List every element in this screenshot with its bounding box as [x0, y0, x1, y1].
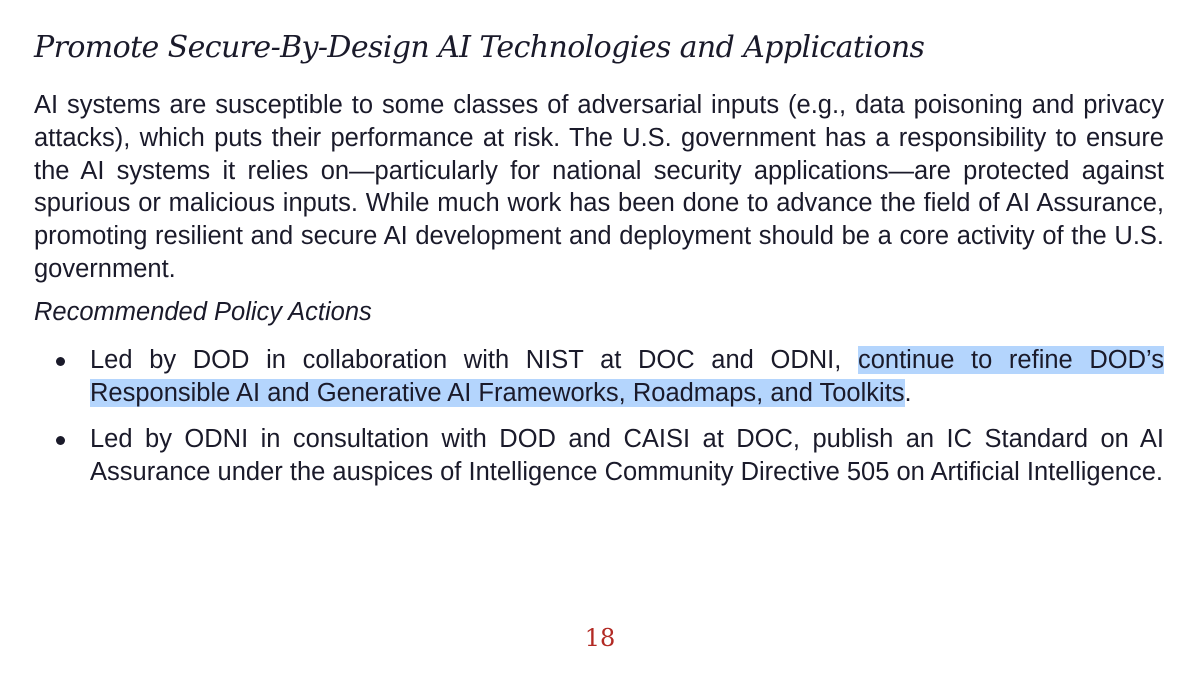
- highlighted-text-selection[interactable]: continue to refine DOD’s Responsible AI and Generative AI Frameworks, Roadmaps, and Toolkits: [90, 346, 1164, 407]
- bullet-tail-text: .: [904, 379, 912, 407]
- body-paragraph: AI systems are susceptible to some classes of adversarial inputs (e.g., data poisoning and privacy attacks), which puts their performance at risk. The U.S. government has a responsibility to ensure the AI systems it relies on—particularly for national security applications—are protected against spurious or malicious inputs. While much work has been done to advance the field of AI Assurance, promoting resilient and secure AI development and deployment should be a core activity of the U.S. government.: [34, 91, 1164, 283]
- list-item: [34, 423, 1164, 489]
- list-item: [34, 344, 1164, 410]
- page-number: 18: [584, 624, 616, 652]
- bullet-text: Led by ODNI in consultation with DOD and CAISI at DOC, publish an IC Standard on AI Assurance under the auspices of Intelligence Community Directive 505 on Artificial Intelligence.: [90, 425, 1164, 486]
- policy-actions-list: [34, 344, 1164, 489]
- bullet-lead-text: Led by DOD in collaboration with NIST at DOC and ODNI,: [90, 346, 858, 374]
- section-heading: Promote Secure-By-Design AI Technologies and Applications: [34, 30, 925, 65]
- recommended-actions-heading: Recommended Policy Actions: [34, 298, 372, 326]
- bullet-icon: [56, 357, 65, 366]
- bullet-icon: [56, 436, 65, 445]
